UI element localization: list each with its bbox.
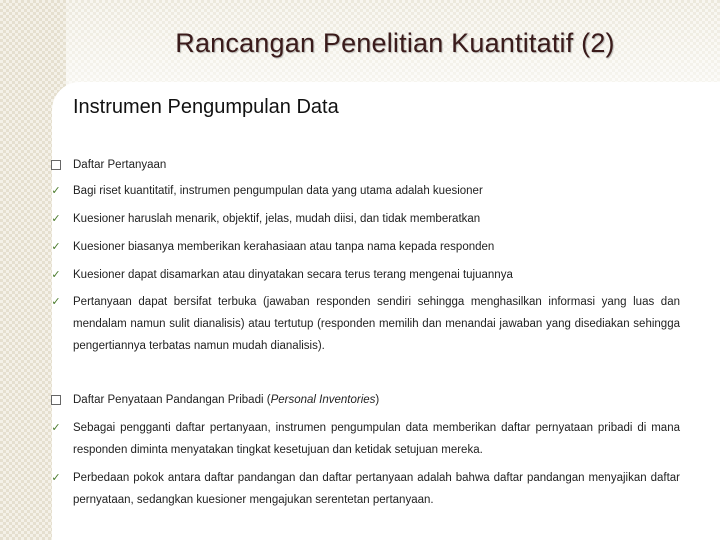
- list-item-text: Sebagai pengganti daftar pertanyaan, instrumen pengumpulan data memberikan daftar pernyataan pribadi di mana responden diminta menyatakan tingkat kesetujuan dan ketidak setujuan mereka.: [73, 422, 680, 456]
- list-item: [50, 264, 680, 286]
- square-bullet-icon: [51, 160, 61, 170]
- list-item-text: Bagi riset kuantitatif, instrumen pengumpulan data yang utama adalah kuesioner: [73, 185, 483, 197]
- list-item: [50, 236, 680, 258]
- list-item: [50, 417, 680, 461]
- list-item: [50, 154, 680, 176]
- list-item: [50, 180, 680, 202]
- slide-subtitle: Instrumen Pengumpulan Data: [73, 96, 339, 118]
- list-item-text: Pertanyaan dapat bersifat terbuka (jawaban responden sendiri sehingga menghasilkan informasi yang luas dan mendalam namun sulit dianalisis) atau tertutup (responden memilih dan menandai jawaban yang disediakan sehingga pengertiannya terbatas namun mudah dianalisis).: [73, 296, 680, 352]
- slide-title: Rancangan Penelitian Kuantitatif (2): [175, 28, 615, 58]
- list-item-text: Kuesioner biasanya memberikan kerahasiaan atau tanpa nama kepada responden: [73, 241, 495, 253]
- list-item-text-italic: Personal Inventories: [270, 394, 376, 406]
- square-bullet-icon: [51, 395, 61, 405]
- list-item-text: Kuesioner dapat disamarkan atau dinyatakan secara terus terang mengenai tujuannya: [73, 269, 513, 281]
- checkmark-icon: ✓: [51, 184, 61, 197]
- list-item: [50, 291, 680, 357]
- list-item: [50, 467, 680, 511]
- list-item-text: Kuesioner haruslah menarik, objektif, jelas, mudah diisi, dan tidak memberatkan: [73, 213, 481, 225]
- checkmark-icon: ✓: [51, 471, 61, 484]
- checkmark-icon: ✓: [51, 421, 61, 434]
- list-item-text: Daftar Pertanyaan: [73, 159, 167, 171]
- list-item-text: Perbedaan pokok antara daftar pandangan dan daftar pertanyaan adalah bahwa daftar pandangan menyajikan daftar pernyataan, sedangkan kuesioner mengajukan serentetan pertanyaan.: [73, 472, 680, 506]
- list-item-text-before: Daftar Penyataan Pandangan Pribadi (: [73, 394, 271, 406]
- list-item-text: [73, 389, 680, 411]
- checkmark-icon: ✓: [51, 240, 61, 253]
- list-item: [50, 208, 680, 230]
- checkmark-icon: ✓: [51, 212, 61, 225]
- list-item: [50, 389, 680, 411]
- checkmark-icon: ✓: [51, 268, 61, 281]
- checkmark-icon: ✓: [51, 295, 61, 308]
- list-item-text-after: ): [375, 394, 380, 406]
